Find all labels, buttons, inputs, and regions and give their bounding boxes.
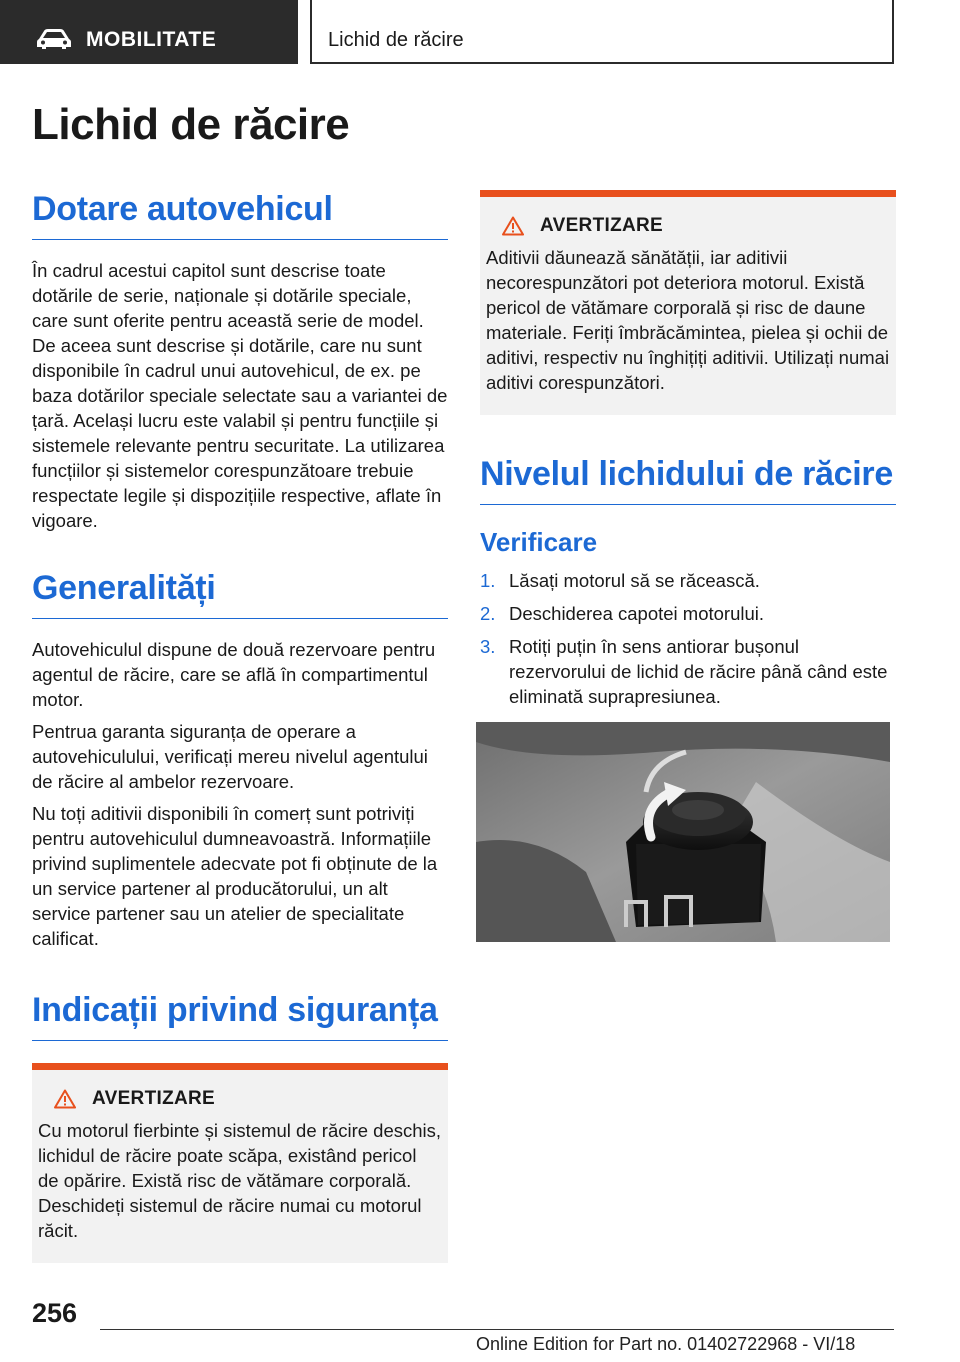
edition-text: Online Edition for Part no. 01402722968 - VI/18 (476, 1334, 856, 1354)
warning-box-hot-engine (32, 1063, 448, 1263)
warning-triangle-icon (502, 216, 524, 236)
page-title: Lichid de răcire (32, 100, 350, 149)
step-number: 1. (480, 570, 496, 591)
general-paragraph-2: Pentrua garanta siguranța de operare a autovehiculului, verificați mereu nivelul agentului de răcire al ambelor rezervoare. (32, 721, 428, 792)
warning-triangle-icon (54, 1089, 76, 1109)
step-number: 3. (480, 636, 496, 657)
section-heading-coolant-level: Nivelul lichidului de răcire (480, 455, 896, 505)
page-number: 256 (32, 1298, 78, 1328)
right-column (480, 190, 896, 717)
section-heading-equipment: Dotare autovehicul (32, 190, 448, 240)
warning-text: Aditivii dăunează sănătății, iar aditivii necorespunzători pot deteriora motorul. Există pericol de vătămare corporală și risc de daune materiale. Feriți îmbrăcămintea, pielea și ochii de aditivi, respectiv nu înghițiți aditivii. Utilizați numai aditivi corespunzători. (486, 247, 890, 393)
warning-title: AVERTIZARE (540, 215, 663, 236)
warning-title: AVERTIZARE (92, 1088, 215, 1109)
equipment-paragraph: În cadrul acestui capitol sunt descrise toate dotările de serie, naționale și dotările speciale, care sunt oferite pentru această serie de model. De aceea sunt descrise și dotările, care nu sunt disponibile în cadrul unui autovehicul, de ex. pe baza dotărilor speciale selectate sau a variantei de țară. Același lucru este valabil și pentru funcțiile și sistemele relevante pentru securitate. La utilizarea funcțiilor și sistemelor corespunzătoare trebuie respectate legile și dispozițiile respective, aflate în vigoare. (32, 260, 448, 531)
section-heading-safety: Indicații privind siguranța (32, 991, 448, 1041)
section-tab[interactable] (0, 0, 298, 64)
step-item (480, 634, 896, 709)
steps-list (480, 568, 896, 709)
step-text: Rotiți puțin în sens antiorar bușonul rezervorului de lichid de răcire până când este eliminată suprapresiunea. (509, 636, 888, 707)
warning-text: Cu motorul fierbinte și sistemul de răcire deschis, lichidul de răcire poate scăpa, existând pericol de opărire. Există risc de vătămare corporală. Deschideți sistemul de răcire numai cu motorul răcit. (38, 1120, 442, 1241)
step-item (480, 568, 896, 593)
breadcrumb (310, 0, 894, 64)
car-icon (36, 28, 72, 50)
general-paragraph-3: Nu toți aditivii disponibili în comerț sunt potriviți pentru autovehiculul dumneavoastră. Informațiile privind suplimentele adecvate pot fi obținute de la un service partener al producătorului, un alt service partener sau un atelier de specialitate calificat. (32, 803, 438, 949)
step-text: Deschiderea capotei motorului. (509, 603, 765, 624)
footer-divider (100, 1329, 894, 1330)
section-heading-general: Generalități (32, 569, 448, 619)
subheading-check: Verificare (480, 527, 598, 557)
step-item (480, 601, 896, 626)
left-column (32, 190, 448, 1263)
general-paragraph-1: Autovehiculul dispune de două rezervoare pentru agentul de răcire, care se află în compartimentul motor. (32, 639, 436, 710)
warning-box-additives (480, 190, 896, 415)
coolant-reservoir-photo (476, 722, 890, 942)
section-tab-label: MOBILITATE (86, 28, 217, 51)
breadcrumb-label: Lichid de răcire (328, 29, 464, 51)
step-text: Lăsați motorul să se răcească. (509, 570, 760, 591)
step-number: 2. (480, 603, 496, 624)
